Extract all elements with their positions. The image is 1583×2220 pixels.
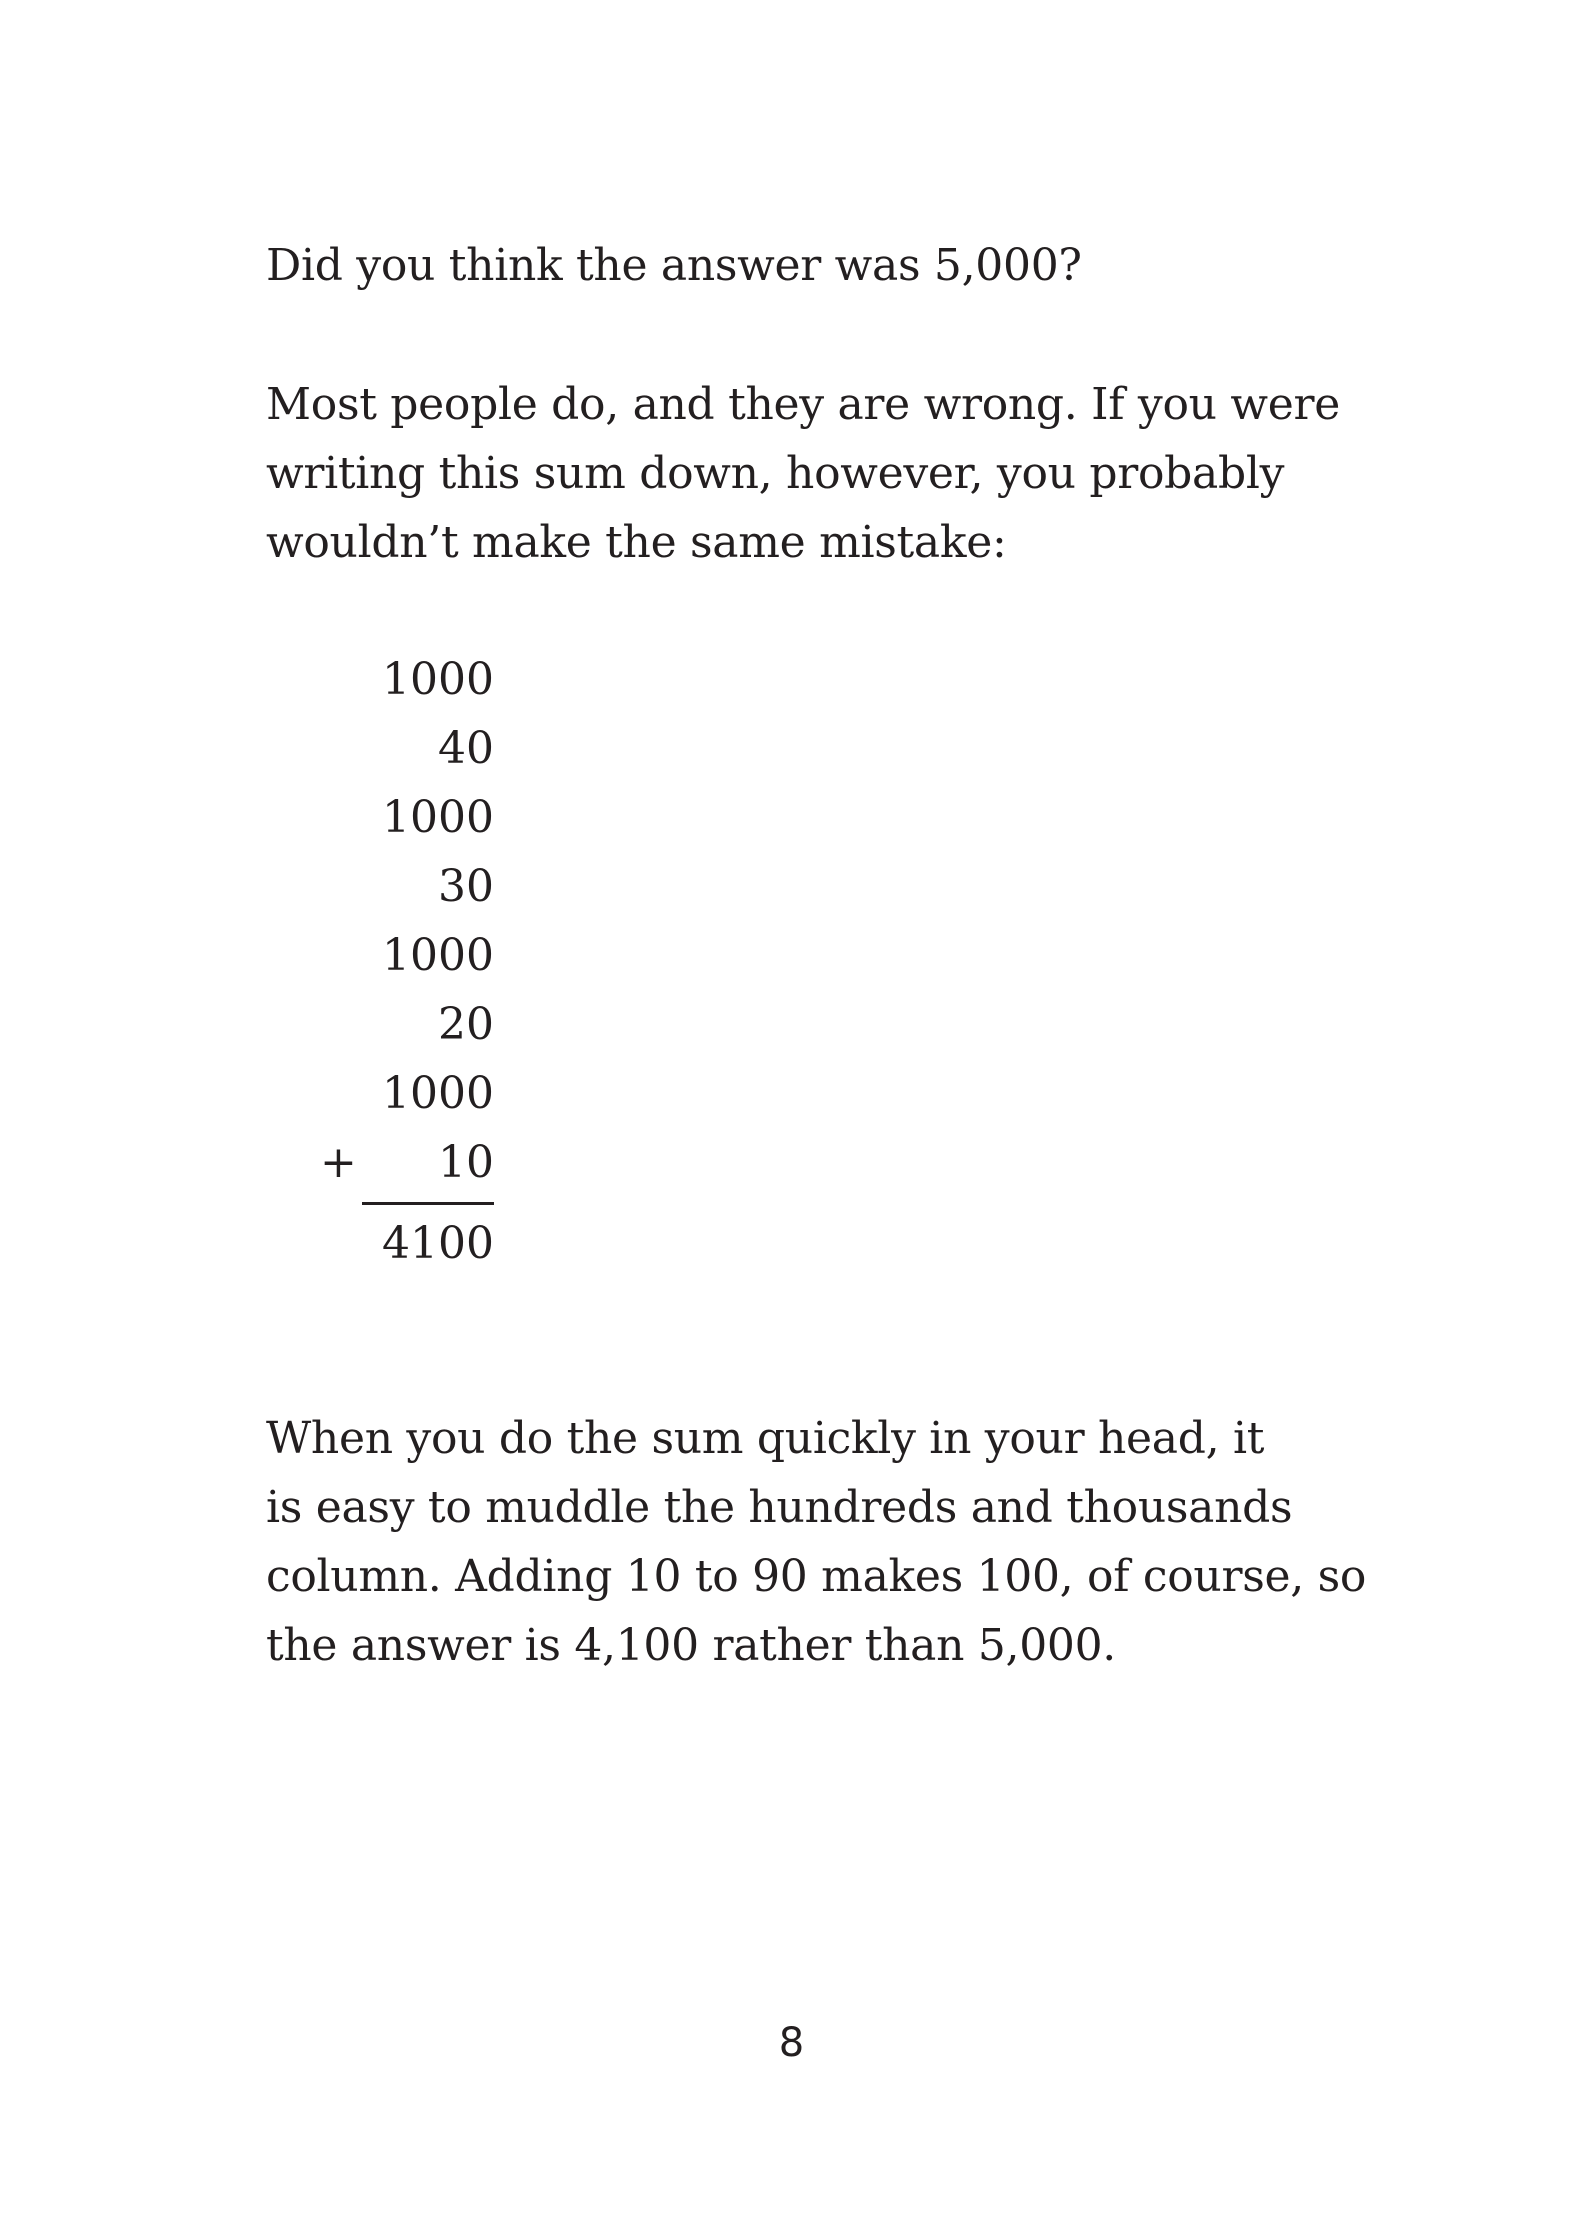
addend: 1000 [382,1068,494,1119]
text-line: wouldn’t make the same mistake: [266,517,1007,568]
text-line: the answer is 4,100 rather than 5,000. [266,1620,1116,1671]
addend-row [300,852,500,921]
page-number: 8 [778,2020,805,2066]
sum-result: 4100 [382,1218,494,1269]
text-line: Most people do, and they are wrong. If you were [266,379,1340,430]
addend: 1000 [382,654,494,705]
intro-question [266,231,1386,300]
result-row [300,1209,500,1278]
addend: 1000 [382,930,494,981]
addend-row [300,1128,500,1197]
addend: 30 [438,861,494,912]
text-line: is easy to muddle the hundreds and thousands [266,1482,1293,1533]
addend: 10 [438,1137,494,1188]
addend-row [300,645,500,714]
addend-row [300,990,500,1059]
addend: 20 [438,999,494,1050]
addend-row [300,921,500,990]
addend: 40 [438,723,494,774]
conclusion-paragraph [266,1404,1386,1680]
text-line: column. Adding 10 to 90 makes 100, of course, so [266,1551,1367,1602]
text-line: When you do the sum quickly in your head, it [266,1413,1265,1464]
explanation-paragraph [266,370,1386,577]
column-addition [300,645,500,1278]
text-line: Did you think the answer was 5,000? [266,240,1082,291]
addend: 1000 [382,792,494,843]
addend-row [300,783,500,852]
plus-sign: + [320,1137,357,1188]
sum-underline [362,1202,494,1205]
text-line: writing this sum down, however, you probably [266,448,1285,499]
addend-row [300,714,500,783]
addend-row [300,1059,500,1128]
